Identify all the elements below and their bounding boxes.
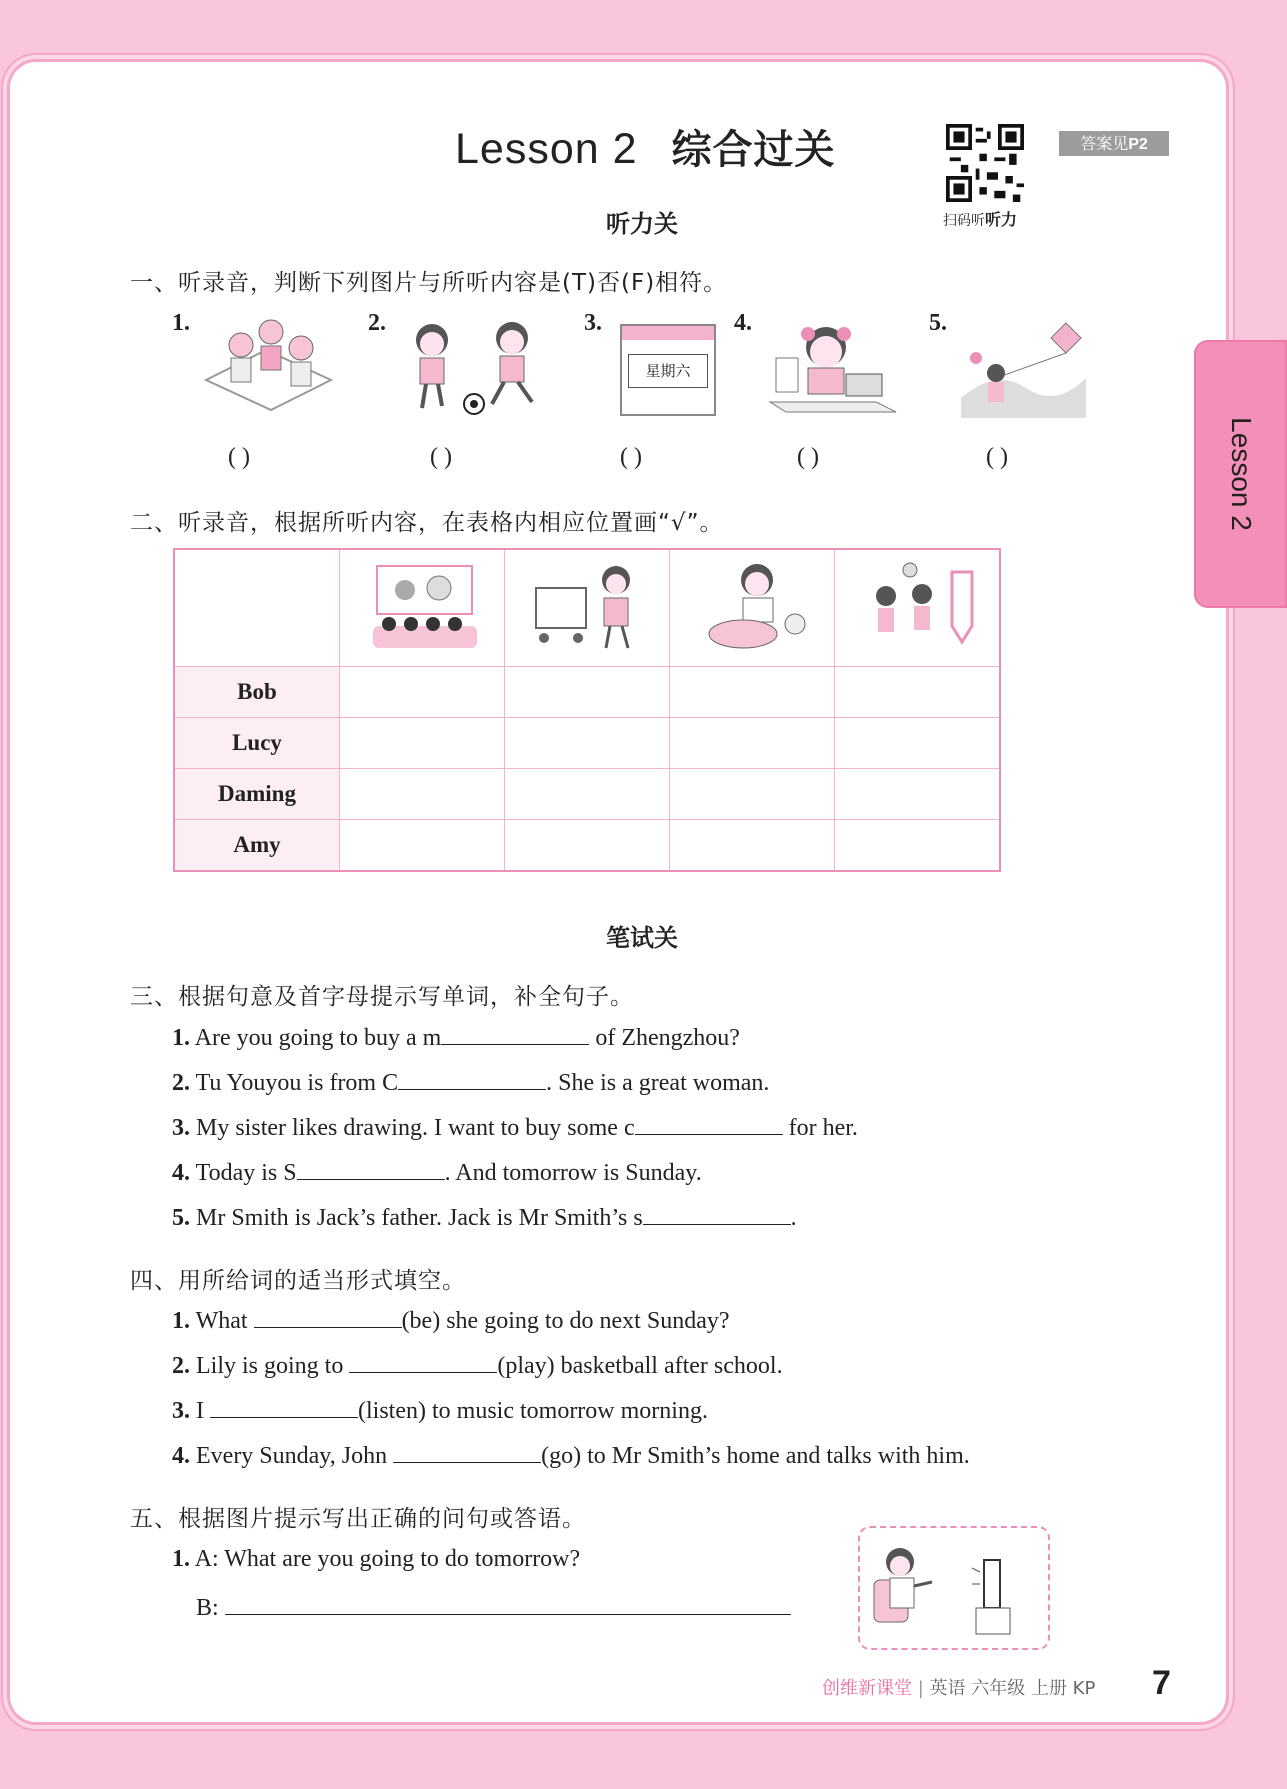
answer-paren[interactable]: ( )	[430, 444, 452, 470]
picnic-picture	[196, 310, 336, 420]
calendar-day-label: 星期六	[628, 354, 708, 388]
q1-item-number: 1.	[172, 310, 190, 336]
q3-line: 1. Are you going to buy a m of Zhengzhou?	[172, 1025, 740, 1051]
q3-line: 3. My sister likes drawing. I want to buy some c for her.	[172, 1115, 858, 1141]
answer-blank[interactable]	[225, 1594, 791, 1615]
title-cn: 综合过关	[671, 127, 836, 173]
q4-line: 2. Lily is going to (play) basketball after school.	[172, 1353, 783, 1379]
answer-cell[interactable]	[340, 820, 505, 872]
answer-cell[interactable]	[670, 718, 835, 769]
page-title	[455, 118, 836, 175]
answer-cell[interactable]	[835, 667, 1001, 718]
answer-paren[interactable]: ( )	[986, 444, 1008, 470]
q4-line: 1. What (be) she going to do next Sunday?	[172, 1308, 730, 1334]
worksheet-page	[10, 62, 1226, 1722]
calendar-picture	[620, 324, 716, 416]
answer-blank[interactable]	[393, 1442, 541, 1463]
answer-cell[interactable]	[670, 667, 835, 718]
basketball-picture	[852, 556, 982, 656]
answer-cell[interactable]	[835, 820, 1001, 872]
washing-clothes-picture	[687, 556, 817, 656]
q5-question: 1. A: What are you going to do tomorrow?	[172, 1546, 581, 1572]
q3-line: 5. Mr Smith is Jack’s father. Jack is Mr Smith’s s .	[172, 1205, 797, 1231]
q1-heading: 一、听录音，判断下列图片与所听内容是(T)否(F)相符。	[130, 270, 728, 296]
q4-heading: 四、用所给词的适当形式填空。	[130, 1268, 466, 1294]
football-picture	[404, 318, 554, 418]
q3-line: 2. Tu Youyou is from C . She is a great woman.	[172, 1070, 770, 1096]
q1-item-number: 2.	[368, 310, 386, 336]
answer-blank[interactable]	[210, 1397, 358, 1418]
listening-section-title: 听力关	[606, 210, 678, 238]
answer-blank[interactable]	[635, 1114, 783, 1135]
page-number: 7	[1152, 1664, 1171, 1702]
q4-line: 4. Every Sunday, John (go) to Mr Smith’s home and talks with him.	[172, 1443, 970, 1469]
watch-tv-picture	[860, 1528, 1048, 1648]
q2-heading: 二、听录音，根据所听内容，在表格内相应位置画“√”。	[130, 510, 724, 536]
answer-cell[interactable]	[340, 667, 505, 718]
q4-line: 3. I (listen) to music tomorrow morning.	[172, 1398, 708, 1424]
answer-cell[interactable]	[340, 769, 505, 820]
answer-blank[interactable]	[254, 1307, 402, 1328]
lesson-side-tab: Lesson 2	[1194, 340, 1287, 608]
table-row	[174, 769, 1000, 820]
qr-caption: 扫码听听力	[943, 210, 1018, 229]
girl-reading-picture	[766, 312, 901, 422]
footer-info: 英语 六年级 上册 KP	[929, 1678, 1096, 1699]
listening-table	[173, 548, 1001, 872]
q1-item-number: 3.	[584, 310, 602, 336]
answer-cell[interactable]	[670, 820, 835, 872]
answer-paren[interactable]: ( )	[228, 444, 250, 470]
answer-blank[interactable]	[297, 1159, 445, 1180]
answer-blank[interactable]	[441, 1024, 589, 1045]
table-row	[174, 667, 1000, 718]
q1-item-number: 4.	[734, 310, 752, 336]
answer-blank[interactable]	[349, 1352, 497, 1373]
q1-item-number: 5.	[929, 310, 947, 336]
answer-cell[interactable]	[835, 718, 1001, 769]
answer-paren[interactable]: ( )	[620, 444, 642, 470]
answer-cell[interactable]	[340, 718, 505, 769]
qr-code-icon[interactable]	[946, 124, 1024, 202]
cinema-picture	[357, 560, 487, 652]
student-name: Daming	[174, 769, 340, 820]
answer-cell[interactable]	[670, 769, 835, 820]
q3-line: 4. Today is S . And tomorrow is Sunday.	[172, 1160, 702, 1186]
writing-section-title: 笔试关	[606, 924, 678, 952]
answer-cell[interactable]	[835, 769, 1001, 820]
student-name: Amy	[174, 820, 340, 872]
answer-cell[interactable]	[505, 820, 670, 872]
student-name: Lucy	[174, 718, 340, 769]
answer-badge: 答案见P2	[1059, 131, 1169, 156]
table-header-row	[174, 549, 1000, 667]
q5-answer-line: B:	[196, 1594, 791, 1622]
student-name: Bob	[174, 667, 340, 718]
answer-paren[interactable]: ( )	[797, 444, 819, 470]
q5-heading: 五、根据图片提示写出正确的问句或答语。	[130, 1506, 586, 1532]
answer-cell[interactable]	[505, 718, 670, 769]
answer-blank[interactable]	[643, 1204, 791, 1225]
shopping-picture	[522, 558, 652, 654]
q3-heading: 三、根据句意及首字母提示写单词，补全句子。	[130, 984, 634, 1010]
table-row	[174, 718, 1000, 769]
answer-blank[interactable]	[398, 1069, 546, 1090]
footer: 创维新课堂 | 英语 六年级 上册 KP	[822, 1678, 1096, 1699]
tv-picture-box	[858, 1526, 1050, 1650]
answer-cell[interactable]	[505, 769, 670, 820]
table-row	[174, 820, 1000, 872]
lesson-title: Lesson 2	[455, 125, 638, 173]
footer-brand: 创维新课堂	[822, 1678, 912, 1699]
answer-cell[interactable]	[505, 667, 670, 718]
kite-flying-picture	[956, 318, 1091, 418]
